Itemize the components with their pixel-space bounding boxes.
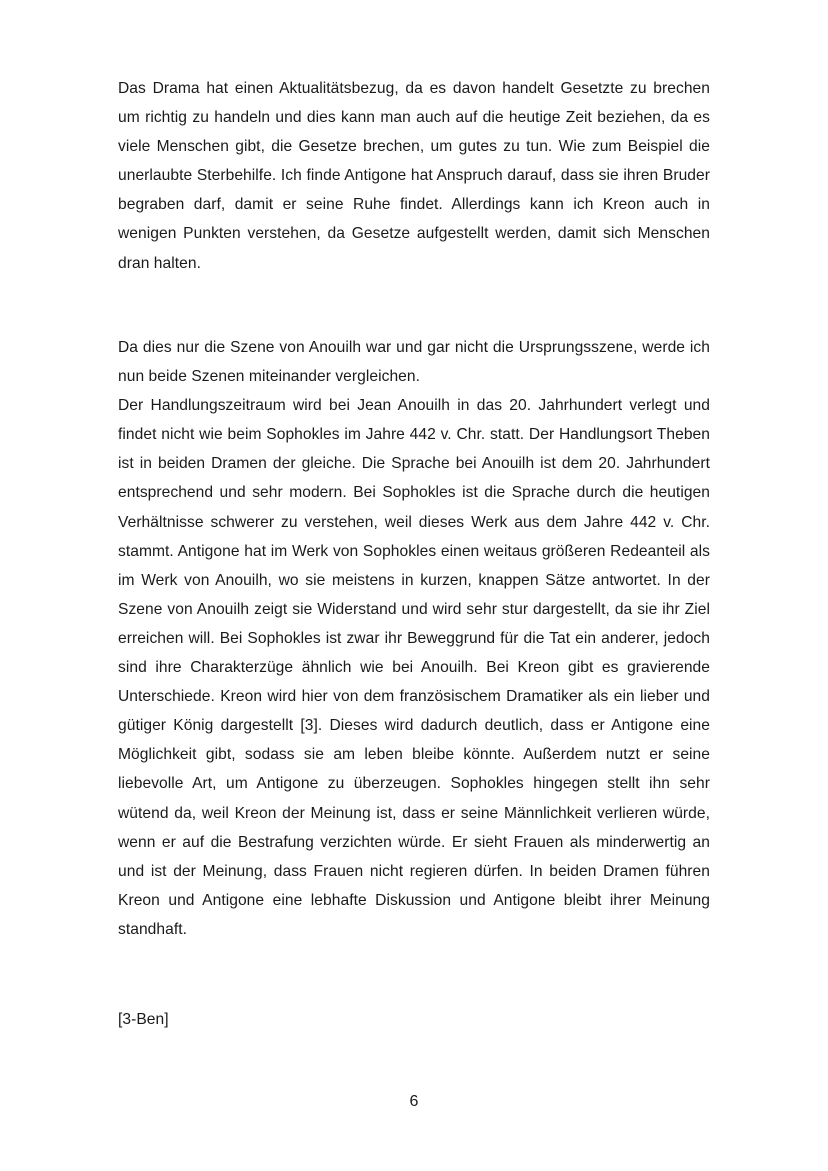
- paragraph-comparison-body: Der Handlungszeitraum wird bei Jean Anouilh in das 20. Jahrhundert verlegt und findet nicht wie beim Sophokles im Jahre 442 v. Chr. statt. Der Handlungsort Theben ist in beiden Dramen der gleiche. Die Sprache bei Anouilh ist dem 20. Jahrhundert entsprechend und sehr modern. Bei Sophokles ist die Sprache durch die heutigen Verhältnisse schwerer zu verstehen, weil dieses Werk aus dem Jahre 442 v. Chr. stammt. Antigone hat im Werk von Sophokles einen weitaus größeren Redeanteil als im Werk von Anouilh, wo sie meistens in kurzen, knappen Sätze antwortet. In der Szene von Anouilh zeigt sie Widerstand und wird sehr stur dargestellt, da sie ihr Ziel erreichen will. Bei Sophokles ist zwar ihr Beweggrund für die Tat ein anderer, jedoch sind ihre Charakterzüge ähnlich wie bei Anouilh. Bei Kreon gibt es gravierende Unterschiede. Kreon wird hier von dem französischem Dramatiker als ein lieber und gütiger König dargestellt [3]. Dieses wird dadurch deutlich, dass er Antigone eine Möglichkeit gibt, sodass sie am leben bleibe könnte. Außerdem nutzt er seine liebevolle Art, um Antigone zu überzeugen. Sophokles hingegen stellt ihn sehr wütend da, weil Kreon der Meinung ist, dass er seine Männlichkeit verlieren würde, wenn er auf die Bestrafung verzichten würde. Er sieht Frauen als minderwertig an und ist der Meinung, dass Frauen nicht regieren dürfen. In beiden Dramen führen Kreon und Antigone eine lebhafte Diskussion und Antigone bleibt ihrer Meinung standhaft.: [118, 397, 710, 938]
- paragraph-comparison-intro: Da dies nur die Szene von Anouilh war und gar nicht die Ursprungsszene, werde ich nun beide Szenen miteinander vergleichen.: [118, 339, 710, 386]
- page-number: 6: [409, 1093, 419, 1110]
- citation-reference: [3-Ben]: [118, 1011, 169, 1028]
- paragraph-block-relevance: [118, 74, 710, 278]
- paragraph-relevance: Das Drama hat einen Aktualitätsbezug, da es davon handelt Gesetzte zu brechen um richtig zu handeln und dies kann man auch auf die heutige Zeit beziehen, da es viele Menschen gibt, die Gesetze brechen, um gutes zu tun. Wie zum Beispiel die unerlaubte Sterbehilfe. Ich finde Antigone hat Anspruch darauf, dass sie ihren Bruder begraben darf, damit er seine Ruhe findet. Allerdings kann ich Kreon auch in wenigen Punkten verstehen, da Gesetze aufgestellt werden, damit sich Menschen dran halten.: [118, 80, 710, 272]
- citation-block: [118, 1005, 710, 1034]
- paragraph-block-comparison: [118, 333, 710, 944]
